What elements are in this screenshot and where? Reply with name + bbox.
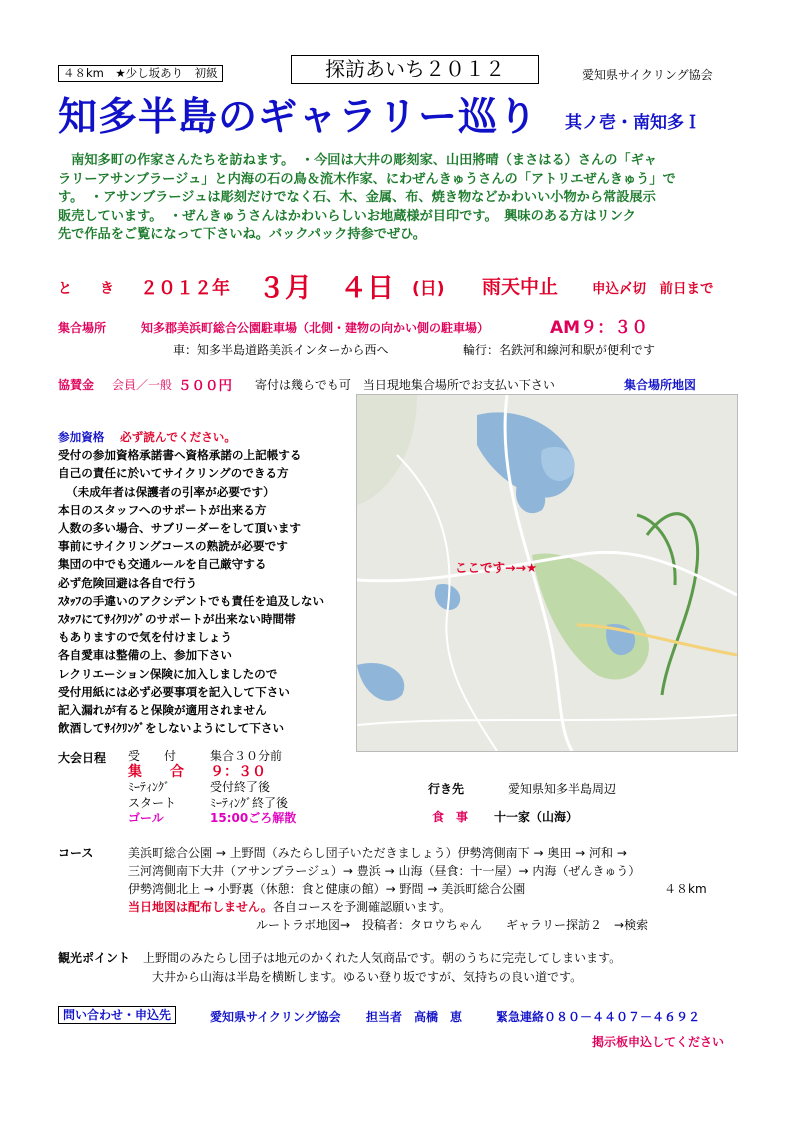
course-line: 伊勢湾側北上 → 小野裏（休憩：食と健康の館）→ 野間 → 美浜町総合公園 bbox=[128, 882, 526, 896]
course-level-box bbox=[58, 65, 223, 82]
schedule-value: 15:00ごろ解散 bbox=[210, 811, 297, 825]
sightseeing-line: 上野間のみたらし団子は地元のかくれた人気商品です。朝のうちに完売してしまいます。 bbox=[143, 951, 622, 965]
date-label: と き bbox=[58, 281, 114, 297]
meeting-time: AM９：３０ bbox=[550, 318, 649, 338]
intro-text bbox=[58, 152, 676, 245]
must-read: 必ず読んでください。 bbox=[120, 430, 236, 444]
schedule-value: 集合３０分前 bbox=[210, 749, 283, 763]
schedule-value: ﾐｰﾃｨﾝｸﾞ終了後 bbox=[210, 795, 289, 810]
fee-note: 寄付は幾らでも可 当日現地集合場所でお支払い下さい bbox=[255, 378, 555, 392]
qualification-line: 集団の中でも交通ルールを自己厳守する bbox=[58, 557, 267, 572]
schedule-table bbox=[128, 749, 296, 827]
date-month: ３月 bbox=[258, 273, 312, 304]
schedule-label: 大会日程 bbox=[58, 751, 107, 765]
destination-label: 行き先 bbox=[428, 782, 465, 796]
qualification-line: 飲酒してｻｲｸﾘﾝｸﾞをしないようにして下さい bbox=[58, 721, 285, 736]
destination: 愛知県知多半島周辺 bbox=[508, 782, 617, 796]
route-lab: ルートラボ地図→ 投稿者：タロウちゃん ギャラリー探訪２ →検索 bbox=[256, 918, 649, 932]
deadline: 申込〆切 前日まで bbox=[592, 281, 714, 297]
course-distance: ４８km bbox=[664, 882, 707, 896]
subtitle: 其ノ壱・南知多Ｉ bbox=[565, 113, 701, 133]
qualification-line: もありますので気を付けましょう bbox=[58, 630, 232, 645]
no-map-notice: 当日地図は配布しません。 bbox=[128, 900, 273, 914]
date-weekday: (日) bbox=[412, 279, 445, 299]
meeting-place: 知多郡美浜町総合公園駐車場（北側・建物の向かい側の駐車場） bbox=[141, 321, 490, 335]
date-year: ２０１２年 bbox=[140, 278, 230, 299]
meeting-label: 集合場所 bbox=[58, 321, 107, 335]
qualification-line: ｽﾀｯﾌにてｻｲｸﾘﾝｸﾞのサポートが出来ない時間帯 bbox=[58, 612, 296, 627]
no-map-rest: 各自コースを予測確認願います。 bbox=[272, 900, 452, 914]
fee-amount: ５００円 bbox=[178, 378, 232, 394]
intro-line: 販売しています。 ・ぜんきゅうさんはかわいらしいお地蔵様が目印です。 興味のある方はリンク bbox=[58, 208, 636, 224]
course-label: コース bbox=[58, 846, 94, 860]
meal: 十一家（山海） bbox=[494, 810, 579, 824]
meal-label: 食 事 bbox=[432, 810, 469, 824]
schedule-value: ９：３０ bbox=[210, 763, 266, 780]
qualification-line: （未成年者は保護者の引率が必要です） bbox=[66, 484, 275, 499]
qualification-label: 参加資格 bbox=[58, 430, 105, 444]
map-marker-label: ここです→→★ bbox=[455, 560, 538, 575]
sightseeing-line: 大井から山海は半島を横断します。ゆるい登り坂ですが、気持ちの良い道です。 bbox=[152, 970, 583, 984]
fee-member: 会員／一般 bbox=[112, 378, 173, 392]
main-title: 知多半島のギャラリー巡り bbox=[58, 95, 539, 140]
qualification-line: 記入漏れが有ると保険が適用されません bbox=[58, 703, 267, 718]
qualification-line: 人数の多い場合、サブリーダーをして頂います bbox=[58, 521, 302, 536]
car-access: 車：知多半島道路美浜インターから西へ bbox=[173, 343, 389, 357]
contact-person: 担当者 高橋 恵 bbox=[366, 1010, 463, 1024]
qualification-line: 必ず危険回避は各自で行う bbox=[58, 575, 198, 590]
contact-label-box bbox=[58, 1006, 176, 1024]
organizer-name: 愛知県サイクリング協会 bbox=[582, 68, 713, 82]
series-title-box bbox=[291, 55, 539, 84]
schedule-key: 集 合 bbox=[128, 763, 184, 780]
qualification-line: 本日のスタッフへのサポートが出来る方 bbox=[58, 502, 267, 517]
rain-cancel: 雨天中止 bbox=[482, 276, 559, 298]
course-line: 三河湾側南下大井（アサンブラージュ）→ 豊浜 → 山海（昼食：十一屋）→ 内海（ぜんきゅう） bbox=[128, 864, 641, 878]
board-notice: 掲示板申込してください bbox=[592, 1035, 725, 1049]
rinko-access: 輪行：名鉄河和線河和駅が便利です bbox=[463, 343, 656, 357]
qualification-line: 受付用紙には必ず必要事項を記入して下さい bbox=[58, 684, 290, 699]
schedule-key: ﾐｰﾃｨﾝｸﾞ bbox=[128, 780, 171, 794]
qualification-line: ｽﾀｯﾌの手違いのアクシデントでも責任を追及しない bbox=[58, 593, 325, 608]
map-image bbox=[357, 395, 737, 751]
intro-line: す。 ・アサンブラージュは彫刻だけでなく石、木、金属、布、焼き物などかわいい小物から常設展示 bbox=[58, 190, 656, 205]
contact-phone: 緊急連絡０８０－４４０７－４６９２ bbox=[496, 1010, 701, 1024]
intro-line: 先で作品をご覧になって下さいね。バックパック持参でぜひ。 bbox=[58, 227, 426, 242]
sightseeing-label: 観光ポイント bbox=[58, 951, 131, 965]
qualification-block bbox=[58, 428, 324, 737]
date-day: ４日 bbox=[340, 273, 394, 304]
qualification-line: レクリエーション保険に加入しましたので bbox=[58, 666, 278, 681]
qualification-line: 事前にサイクリングコースの熟読が必要です bbox=[58, 539, 288, 554]
schedule-key: スタート bbox=[128, 795, 177, 810]
qualification-line: 各自愛車は整備の上、参加下さい bbox=[58, 648, 232, 663]
intro-line: ラリーアサンブラージュ」と内海の石の鳥＆流木作家、にわぜんきゅうさんの「アトリエぜんきゅう」で bbox=[58, 171, 676, 187]
course-line: 美浜町総合公園 → 上野間（みたらし団子いただきましょう）伊勢湾側南下 → 奥田 → 河和 → bbox=[128, 846, 627, 860]
qualification-line: 受付の参加資格承諾書へ資格承諾の上記帳する bbox=[58, 448, 302, 463]
schedule-key: 受 付 bbox=[128, 749, 177, 763]
schedule-key: ゴール bbox=[128, 811, 164, 825]
map-label: 集合場所地図 bbox=[624, 378, 697, 392]
contact-org: 愛知県サイクリング協会 bbox=[210, 1010, 341, 1024]
qualification-line: 自己の責任に於いてサイクリングのできる方 bbox=[58, 466, 289, 481]
course-text bbox=[128, 844, 648, 934]
meeting-place-map[interactable] bbox=[356, 394, 738, 752]
fee-label: 協賛金 bbox=[58, 378, 95, 392]
schedule-value: 受付終了後 bbox=[210, 780, 271, 794]
contact-label: 問い合わせ・申込先 bbox=[63, 1008, 172, 1022]
series-title: 探訪あいち２０１２ bbox=[325, 57, 505, 81]
intro-line: 南知多町の作家さんたちを訪ねます。 ・今回は大井の彫刻家、山田將晴（まさはる）さんの「ギャ bbox=[58, 153, 657, 168]
course-level: ４８km ★少し坂あり 初級 bbox=[63, 66, 218, 80]
